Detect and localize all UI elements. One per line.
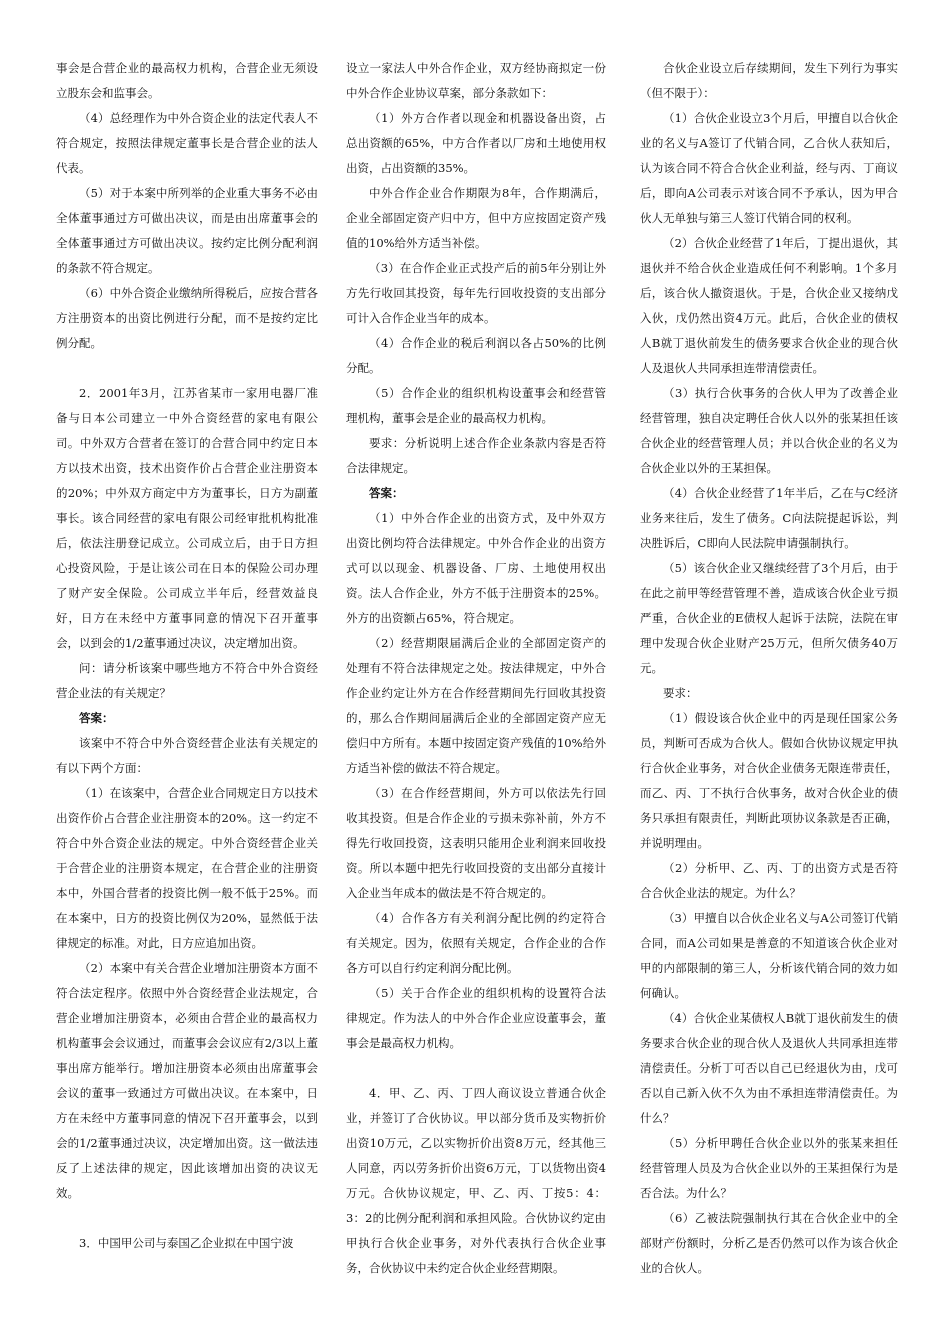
paragraph: （1）在该案中，合营企业合同规定日方以技术出资作价占合营企业注册资本的20%。这一约定不符合中外合资企业法的规定。中外合资经营企业关于合营企业的注册资本规定，在合营企业的注册资本中，外国合营者的投资比例一般不低于25%。而在本案中，日方的投资比例仅为20%，显然低于法律规定的标准。对此，日方应追加出资。	[56, 786, 318, 950]
paragraph: （2）合伙企业经营了1年后，丁提出退伙，其退伙并不给合伙企业造成任何不利影响。1个多月后，该合伙人撤资退伙。于是，合伙企业又接纳戊入伙，戊仍然出资4万元。此后，合伙企业的债权人B就丁退伙前发生的债务要求合伙企业的现合伙人及退伙人共同承担连带清偿责任。	[640, 236, 898, 375]
paragraph: 合伙企业设立后存续期间，发生下列行为事实（但不限于）：	[640, 61, 898, 100]
paragraph: （1）中外合作企业的出资方式，及中外双方出资比例均符合法律规定。中外合作企业的出资方式可以以现金、机器设备、厂房、土地使用权出资。法人合作企业，外方不低于注册资本的25%。外方的出资额占65%，符合规定。	[346, 511, 606, 625]
paragraph: （4）合伙企业某债权人B就丁退伙前发生的债务要求合伙企业的现合伙人及退伙人共同承担连带清偿责任。分析丁可否以自己已经退伙为由，戊可否以自己新入伙不久为由不承担连带清偿责任。为什么？	[640, 1011, 898, 1125]
paragraph: 事会是合营企业的最高权力机构，合营企业无须设立股东会和监事会。	[56, 61, 318, 100]
paragraph: （5）对于本案中所列举的企业重大事务不必由全体董事通过方可做出决议，而是由出席董事会的全体董事通过方可做出决议。按约定比例分配利润的条款不符合规定。	[56, 186, 318, 275]
paragraph: 该案中不符合中外合资经营企业法有关规定的有以下两个方面：	[56, 736, 318, 775]
paragraph: （4）合作各方有关利润分配比例的约定符合有关规定。因为，依照有关规定，合作企业的合作各方可以自行约定利润分配比例。	[346, 911, 606, 975]
paragraph: 设立一家法人中外合作企业，双方经协商拟定一份中外合作企业协议草案，部分条款如下：	[346, 61, 606, 100]
paragraph: （1）合伙企业设立3个月后，甲擅自以合伙企业的名义与A签订了代销合同，乙合伙人获知后，认为该合同不符合合伙企业利益，经与丙、丁商议后，即向A公司表示对该合同不予承认，因为甲合伙人无单独与第三人签订代销合同的权利。	[640, 111, 898, 225]
paragraph: （3）在合作经营期间，外方可以依法先行回收其投资。但是合作企业的亏损未弥补前，外方不得先行收回投资，这表明只能用企业利润来回收投资。所以本题中把先行收回投资的支出部分直接计入企业当年成本的做法是不符合规定的。	[346, 786, 606, 900]
paragraph: 问：请分析该案中哪些地方不符合中外合资经营企业法的有关规定？	[56, 661, 318, 700]
answer-heading: 答案：	[369, 486, 404, 500]
answer-heading: 答案：	[79, 711, 114, 725]
paragraph: （4）总经理作为中外合资企业的法定代表人不符合规定，按照法律规定董事长是合营企业的法人代表。	[56, 111, 318, 175]
paragraph: （5）该合伙企业又继续经营了3个月后，由于在此之前甲等经营管理不善，造成该合伙企业亏损严重，合伙企业的E债权人起诉于法院，法院在审理中发现合伙企业财产25万元，但所欠债务40万元。	[640, 561, 898, 675]
paragraph: 中外合作企业合作期限为8年，合作期满后，企业全部固定资产归中方，但中方应按固定资产残值的10%给外方适当补偿。	[346, 186, 606, 250]
paragraph: 3．中国甲公司与泰国乙企业拟在中国宁波	[79, 1236, 294, 1250]
text-column-right	[640, 56, 898, 1281]
paragraph: （1）假设该合伙企业中的丙是现任国家公务员，判断可否成为合伙人。假如合伙协议规定甲执行合伙企业事务，对合伙企业债务无限连带责任，而乙、丙、丁不执行合伙事务，故对合伙企业的债务只承担有限责任，判断此项协议条款是否正确，并说明理由。	[640, 711, 898, 850]
text-column-middle	[346, 56, 606, 1281]
paragraph: 要求：	[663, 686, 698, 700]
paragraph: （3）执行合伙事务的合伙人甲为了改善企业经营管理，独自决定聘任合伙人以外的张某担任该合伙企业的经营管理人员；并以合伙企业的名义为合伙企业以外的王某担保。	[640, 386, 898, 475]
paragraph: （5）合作企业的组织机构设董事会和经营管理机构，董事会是企业的最高权力机构。	[346, 386, 606, 425]
text-column-left	[56, 56, 318, 1256]
paragraph: （5）关于合作企业的组织机构的设置符合法律规定。作为法人的中外合作企业应设董事会，董事会是最高权力机构。	[346, 986, 606, 1050]
paragraph: （3）在合作企业正式投产后的前5年分别让外方先行收回其投资，每年先行回收投资的支出部分可计入合作企业当年的成本。	[346, 261, 606, 325]
paragraph-spacer	[346, 1056, 606, 1081]
paragraph: （4）合作企业的税后利润以各占50%的比例分配。	[346, 336, 606, 375]
paragraph: 要求：分析说明上述合作企业条款内容是否符合法律规定。	[346, 436, 606, 475]
paragraph: 2．2001年3月，江苏省某市一家用电器厂准备与日本公司建立一中外合资经营的家电有限公司。中外双方合营者在签订的合营合同中约定日本方以技术出资，技术出资作价占合营企业注册资本的20%；中外双方商定中方为董事长，日方为副董事长。该合同经营的家电有限公司经审批机构批准后，依法注册登记成立。公司成立后，由于日方担心投资风险，于是让该公司在日本的保险公司办理了财产安全保险。公司成立半年后，经营效益良好，日方在未经中方董事同意的情况下召开董事会，以到会的1/2董事通过决议，决定增加出资。	[56, 386, 318, 650]
paragraph: （6）乙被法院强制执行其在合伙企业中的全部财产份额时，分析乙是否仍然可以作为该合伙企业的合伙人。	[640, 1211, 898, 1275]
paragraph: （1）外方合作者以现金和机器设备出资，占总出资额的65%，中方合作者以厂房和土地使用权出资，占出资额的35%。	[346, 111, 606, 175]
paragraph: （2）分析甲、乙、丙、丁的出资方式是否符合合伙企业法的规定。为什么？	[640, 861, 898, 900]
paragraph: （6）中外合资企业缴纳所得税后，应按合营各方注册资本的出资比例进行分配，而不是按约定比例分配。	[56, 286, 318, 350]
paragraph: 4．甲、乙、丙、丁四人商议设立普通合伙企业，并签订了合伙协议。甲以部分货币及实物折价出资10万元，乙以实物折价出资8万元，经其他三人同意，丙以劳务折价出资6万元，丁以货物出资4万元。合伙协议规定，甲、乙、丙、丁按5：4：3：2的比例分配利润和承担风险。合伙协议约定由甲执行合伙企业事务，对外代表执行合伙企业事务，合伙协议中未约定合伙企业经营期限。	[346, 1086, 606, 1275]
paragraph-spacer	[56, 1206, 318, 1231]
paragraph: （4）合伙企业经营了1年半后，乙在与C经济业务来往后，发生了债务。C向法院提起诉讼，判决胜诉后，C即向人民法院申请强制执行。	[640, 486, 898, 550]
paragraph: （5）分析甲聘任合伙企业以外的张某来担任经营管理人员及为合伙企业以外的王某担保行为是否合法。为什么？	[640, 1136, 898, 1200]
paragraph: （2）经营期限届满后企业的全部固定资产的处理有不符合法律规定之处。按法律规定，中外合作企业约定让外方在合作经营期间先行回收其投资的，那么合作期间届满后企业的全部固定资产应无偿归中方所有。本题中按固定资产残值的10%给外方适当补偿的做法不符合规定。	[346, 636, 606, 775]
paragraph: （3）甲擅自以合伙企业名义与A公司签订代销合同，而A公司如果是善意的不知道该合伙企业对甲的内部限制的第三人，分析该代销合同的效力如何确认。	[640, 911, 898, 1000]
paragraph: （2）本案中有关合营企业增加注册资本方面不符合法定程序。依照中外合资经营企业法规定，合营企业增加注册资本，必须由合营企业的最高权力机构董事会会议通过，而董事会会议应有2/3以上董事出席方能举行。增加注册资本必须由出席董事会会议的董事一致通过方可做出决议。在本案中，日方在未经中方董事同意的情况下召开董事会，以到会的1/2董事通过决议，决定增加出资。这一做法违反了上述法律的规定，因此该增加出资的决议无效。	[56, 961, 318, 1200]
paragraph-spacer	[56, 356, 318, 381]
